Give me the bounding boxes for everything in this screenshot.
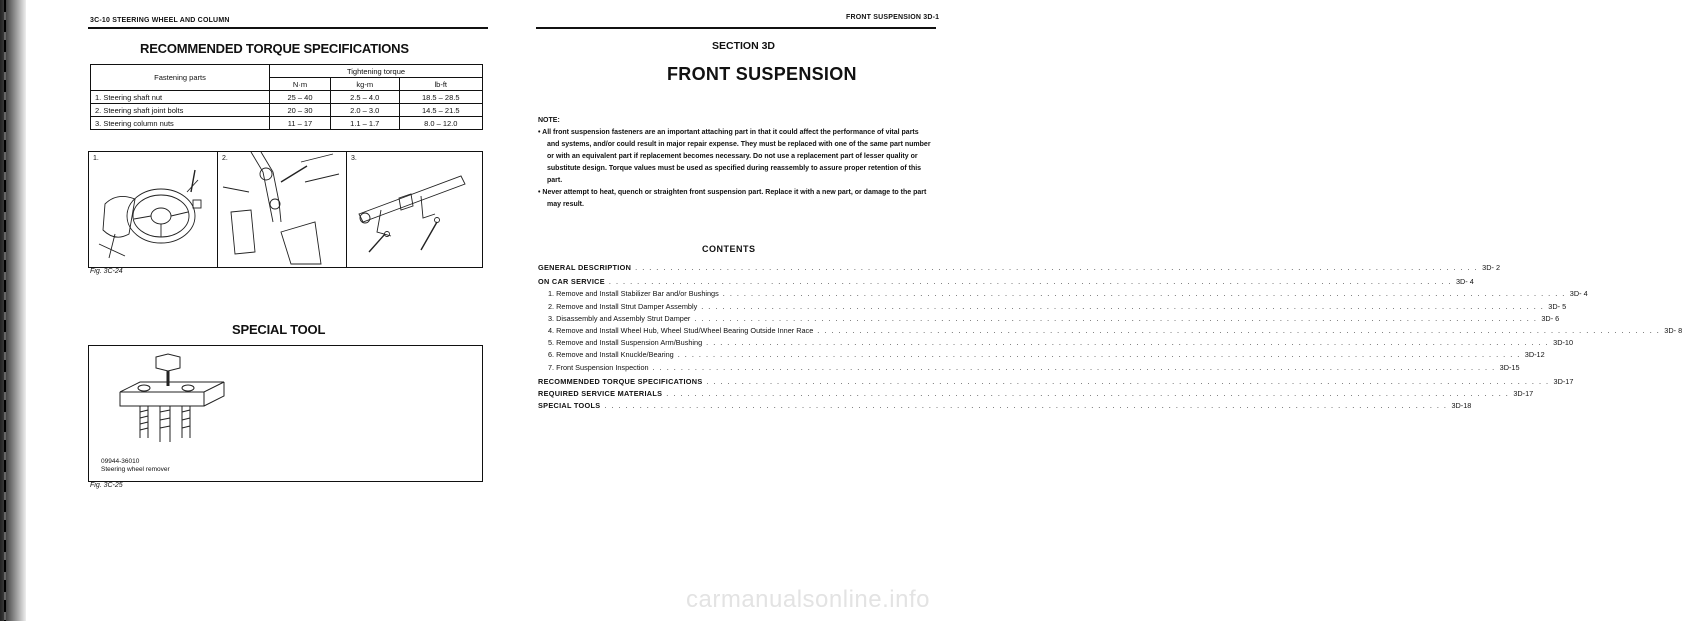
toc-entry-page: 3D-17 (1513, 389, 1534, 398)
header-tightening-torque: Tightening torque (270, 65, 483, 78)
panel-divider (217, 152, 218, 267)
toc-entry-label: 7. Front Suspension Inspection (548, 362, 649, 372)
toc-entry-label: REQUIRED SERVICE MATERIALS (538, 389, 663, 398)
figure-caption: Fig. 3C-24 (90, 268, 123, 275)
toc-entry-page: 3D-12 (1524, 350, 1545, 360)
cell-nm: 25 – 40 (270, 91, 331, 104)
toc-entry-label: ON CAR SERVICE (538, 277, 605, 287)
toc-entry-label: 1. Remove and Install Stabilizer Bar and/or Bushings (548, 289, 719, 299)
figure-caption: Fig. 3C-25 (90, 482, 123, 489)
toc-entry-label: 6. Remove and Install Knuckle/Bearing (548, 350, 674, 360)
note-bullet: • Never attempt to heat, quench or straighten front suspension part. Replace it with a new part, or damage to the part may result. (538, 189, 927, 208)
toc-entry-label: GENERAL DESCRIPTION (538, 263, 632, 272)
steering-column-illustration (351, 162, 479, 262)
table-row (91, 104, 483, 117)
note-block (538, 115, 933, 211)
toc-leader-dots: . . . . . . . . . . . . . . . . . . . . . . . . . . . . . . . . . . . . . . . . . . . . . . . . . . . . . . . . . . . . . . . . . . . . . . . . . . . . . . . . . . . . . . . . . . . . . . . . . . . . . . . . . . . . . . . . . . . . . . . . (722, 289, 1566, 299)
toc-entry-page: 3D- 4 (1455, 277, 1474, 287)
toc-entry (538, 376, 1574, 389)
toc-leader-dots: . . . . . . . . . . . . . . . . . . . . . . . . . . . . . . . . . . . . . . . . . . . . . . . . . . . . . . . . . . . . . . . . . . . . . . . . . . . . . . . . . . . . . . . . . . . . . . . . . . . . . . . . . . . . . . . . . . . . . . . . (817, 326, 1661, 335)
toc-leader-dots: . . . . . . . . . . . . . . . . . . . . . . . . . . . . . . . . . . . . . . . . . . . . . . . . . . . . . . . . . . . . . . . . . . . . . . . . . . . . . . . . . . . . . . . . . . . . . . . . . . . . . . . . . . . . . . . . . . . . . . . . (694, 313, 1538, 323)
toc-entry (548, 313, 1560, 326)
toc-leader-dots: . . . . . . . . . . . . . . . . . . . . . . . . . . . . . . . . . . . . . . . . . . . . . . . . . . . . . . . . . . . . . . . . . . . . . . . . . . . . . . . . . . . . . . . . . . . . . . . . . . . . . . . . . . . . . . . . . . . . . . . . (706, 376, 1550, 386)
cell-kgm: 1.1 – 1.7 (331, 117, 400, 130)
toc-entry-page: 3D-15 (1499, 362, 1520, 372)
toc-entry-label: RECOMMENDED TORQUE SPECIFICATIONS (538, 376, 703, 386)
note-label: NOTE: (538, 117, 560, 124)
toc-entry (538, 389, 1534, 401)
toc-entry-label: 4. Remove and Install Wheel Hub, Wheel Stud/Wheel Bearing Outside Inner Race (548, 326, 814, 335)
toc-entry (538, 401, 1472, 413)
cell-part: 3. Steering column nuts (91, 117, 270, 130)
toc-leader-dots: . . . . . . . . . . . . . . . . . . . . . . . . . . . . . . . . . . . . . . . . . . . . . . . . . . . . . . . . . . . . . . . . . . . . . . . . . . . . . . . . . . . . . . . . . . . . . . . . . . . . . . . . . . . . . . . . . . . . . . . . (677, 350, 1521, 360)
steering-wheel-illustration (95, 164, 213, 264)
toc-leader-dots: . . . . . . . . . . . . . . . . . . . . . . . . . . . . . . . . . . . . . . . . . . . . . . . . . . . . . . . . . . . . . . . . . . . . . . . . . . . . . . . . . . . . . . . . . . . . . . . . . . . . . . . . . . . . . . . . . . . . . . . . (608, 277, 1452, 287)
unit-nm: N·m (270, 78, 331, 91)
toc-entry-page: 3D-10 (1553, 338, 1574, 348)
toc-leader-dots: . . . . . . . . . . . . . . . . . . . . . . . . . . . . . . . . . . . . . . . . . . . . . . . . . . . . . . . . . . . . . . . . . . . . . . . . . . . . . . . . . . . . . . . . . . . . . . . . . . . . . . . . . . . . . . . . . . . . . . . . (604, 401, 1448, 411)
toc-entry-label: 2. Remove and Install Strut Damper Assembly (548, 301, 698, 311)
section-label: SECTION 3D (712, 40, 776, 52)
toc-entry-page: 3D- 6 (1541, 313, 1560, 323)
book-binding (0, 0, 26, 621)
table-row (91, 91, 483, 104)
toc-entry-page: 3D- 2 (1482, 263, 1501, 272)
toc-entry (538, 277, 1474, 289)
cell-lbft: 8.0 – 12.0 (399, 117, 482, 130)
right-header-rule (536, 27, 936, 29)
figure-3c-25 (88, 345, 483, 482)
toc-entry (538, 263, 1501, 275)
cell-lbft: 14.5 – 21.5 (399, 104, 482, 117)
steering-wheel-remover-icon (114, 352, 234, 452)
unit-lbft: lb-ft (399, 78, 482, 91)
cell-kgm: 2.5 – 4.0 (331, 91, 400, 104)
panel-number: 2. (222, 155, 228, 162)
toc-leader-dots: . . . . . . . . . . . . . . . . . . . . . . . . . . . . . . . . . . . . . . . . . . . . . . . . . . . . . . . . . . . . . . . . . . . . . . . . . . . . . . . . . . . . . . . . . . . . . . . . . . . . . . . . . . . . . . . . . . . . . . . . (701, 301, 1545, 311)
contents-title: CONTENTS (702, 244, 756, 254)
panel-number: 1. (93, 155, 99, 162)
toc-entry-page: 3D-17 (1553, 376, 1574, 386)
cell-kgm: 2.0 – 3.0 (331, 104, 400, 117)
toc-entry (548, 289, 1588, 301)
note-bullet: • All front suspension fasteners are an important attaching part in that it could affect the performance of vital parts and systems, and/or could result in major repair expense. They must be replaced with one of the same part number or with an equivalent part if replacement becomes necessary. Do not use a replacement part of lesser quality or substitute design. Torque values must be used as specified during reassembly to assure proper retention of this part. (538, 129, 931, 184)
right-page-header: FRONT SUSPENSION 3D-1 (846, 14, 940, 21)
left-header-rule (88, 27, 488, 29)
watermark: carmanualsonline.info (686, 586, 930, 613)
toc-entry (548, 362, 1520, 375)
torque-spec-title: RECOMMENDED TORQUE SPECIFICATIONS (140, 41, 409, 56)
toc-entry-label: SPECIAL TOOLS (538, 401, 601, 411)
panel-number: 3. (351, 155, 357, 162)
figure-3c-24 (88, 151, 483, 268)
tool-name: Steering wheel remover (101, 466, 170, 473)
toc-entry (548, 301, 1567, 314)
left-page-header: 3C-10 STEERING WHEEL AND COLUMN (90, 17, 230, 24)
toc-leader-dots: . . . . . . . . . . . . . . . . . . . . . . . . . . . . . . . . . . . . . . . . . . . . . . . . . . . . . . . . . . . . . . . . . . . . . . . . . . . . . . . . . . . . . . . . . . . . . . . . . . . . . . . . . . . . . . . . . . . . . . . . (666, 389, 1510, 398)
toc-leader-dots: . . . . . . . . . . . . . . . . . . . . . . . . . . . . . . . . . . . . . . . . . . . . . . . . . . . . . . . . . . . . . . . . . . . . . . . . . . . . . . . . . . . . . . . . . . . . . . . . . . . . . . . . . . . . . . . . . . . . . . . . (635, 263, 1479, 272)
toc-entry-label: 5. Remove and Install Suspension Arm/Bushing (548, 338, 703, 348)
panel-divider (346, 152, 347, 267)
shaft-joint-illustration (221, 152, 343, 265)
cell-part: 1. Steering shaft nut (91, 91, 270, 104)
toc-entry (548, 326, 1682, 338)
toc-entry-page: 3D- 5 (1548, 301, 1567, 311)
toc-entry (548, 350, 1545, 362)
toc-entry-page: 3D-18 (1451, 401, 1472, 411)
toc-leader-dots: . . . . . . . . . . . . . . . . . . . . . . . . . . . . . . . . . . . . . . . . . . . . . . . . . . . . . . . . . . . . . . . . . . . . . . . . . . . . . . . . . . . . . . . . . . . . . . . . . . . . . . . . . . . . . . . . . . . . . . . . (706, 338, 1550, 348)
tool-number: 09944-36010 (101, 458, 140, 465)
special-tool-title: SPECIAL TOOL (232, 322, 326, 337)
toc-entry-page: 3D- 8 (1664, 326, 1682, 335)
toc-entry-page: 3D- 4 (1569, 289, 1588, 299)
cell-part: 2. Steering shaft joint bolts (91, 104, 270, 117)
page-title: FRONT SUSPENSION (667, 64, 857, 84)
toc-entry-label: 3. Disassembly and Assembly Strut Damper (548, 313, 691, 323)
unit-kgm: kg-m (331, 78, 400, 91)
header-fastening-parts: Fastening parts (91, 65, 270, 91)
toc-leader-dots: . . . . . . . . . . . . . . . . . . . . . . . . . . . . . . . . . . . . . . . . . . . . . . . . . . . . . . . . . . . . . . . . . . . . . . . . . . . . . . . . . . . . . . . . . . . . . . . . . . . . . . . . . . . . . . . . . . . . . . . . (652, 362, 1496, 372)
toc-entry (548, 338, 1574, 350)
table-row (91, 117, 483, 130)
cell-lbft: 18.5 – 28.5 (399, 91, 482, 104)
cell-nm: 11 – 17 (270, 117, 331, 130)
cell-nm: 20 – 30 (270, 104, 331, 117)
torque-table (90, 64, 483, 130)
